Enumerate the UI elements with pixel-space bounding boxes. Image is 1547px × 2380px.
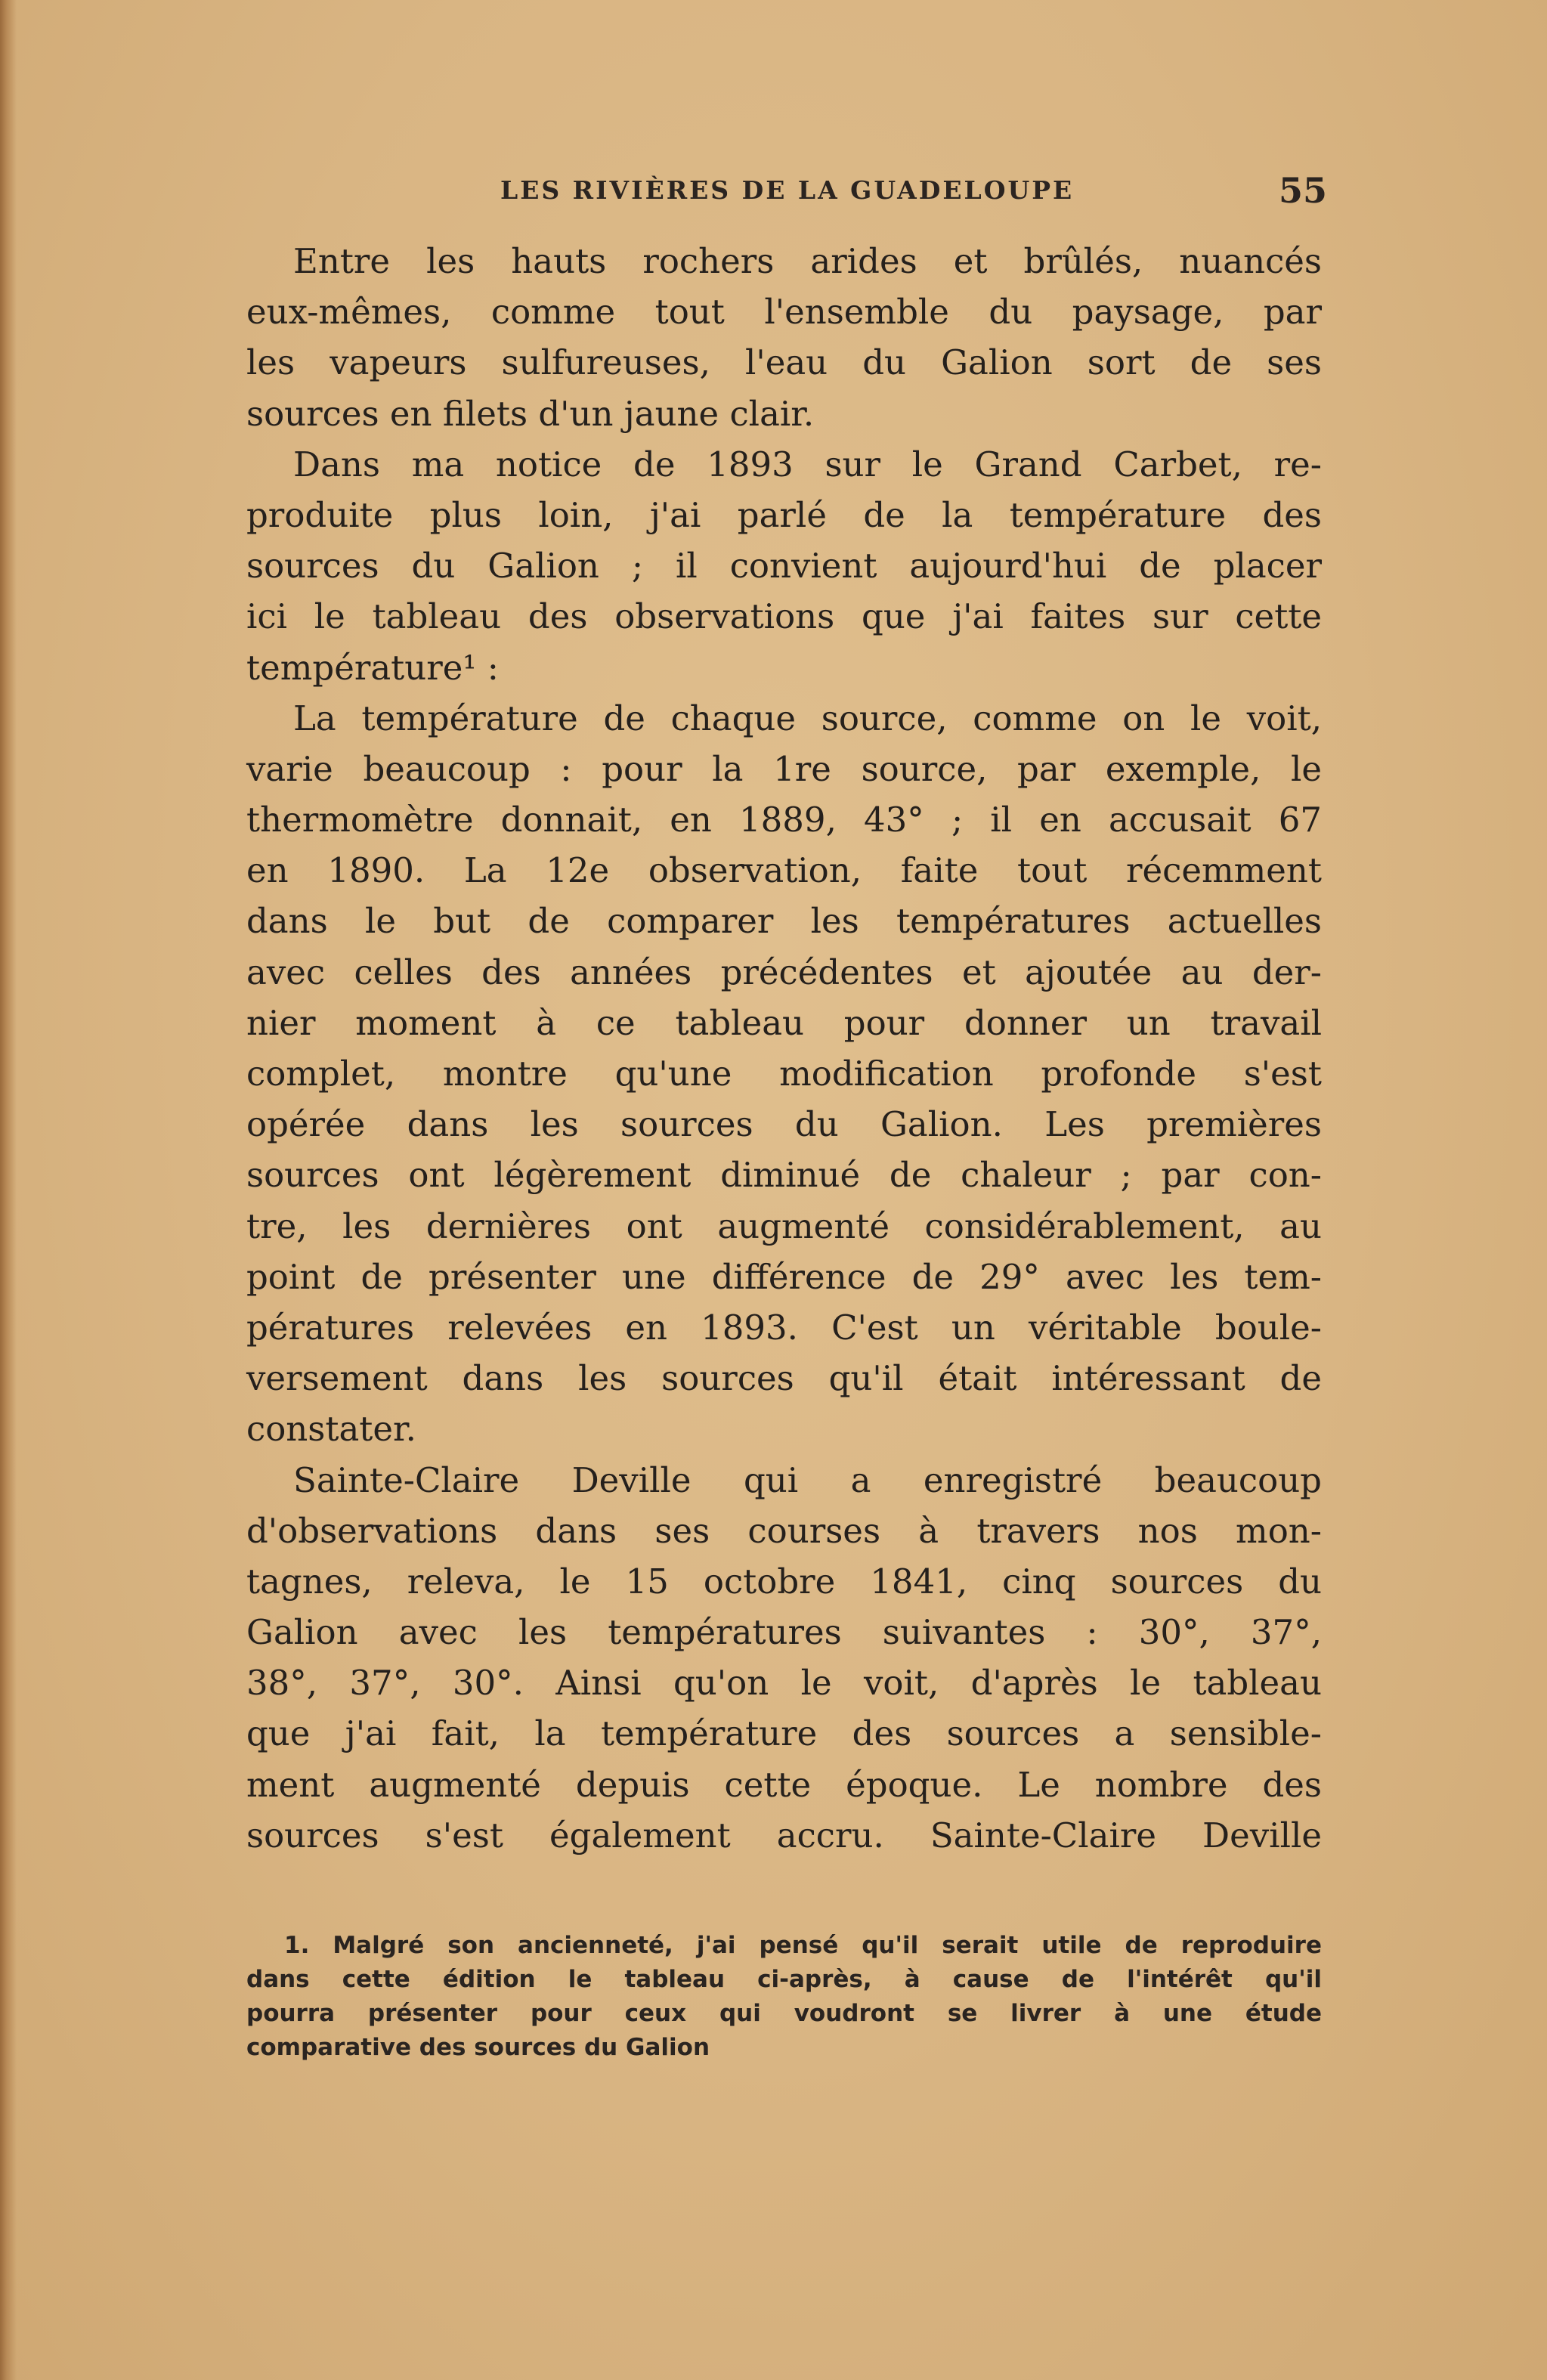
footnote-line: pourra présenter pour ceux qui voudront se livrer à une étude bbox=[246, 2000, 1322, 2027]
text-line: La température de chaque source, comme on le voit, bbox=[293, 698, 1322, 738]
text-line: opérée dans les sources du Galion. Les premières bbox=[246, 1104, 1322, 1145]
running-title: LES RIVIÈRES DE LA GUADELOUPE bbox=[500, 175, 1075, 205]
text-line: eux-mêmes, comme tout l'ensemble du paysage, par bbox=[246, 292, 1322, 333]
text-line: les vapeurs sulfureuses, l'eau du Galion sort de ses bbox=[246, 342, 1322, 383]
page-binding-edge bbox=[0, 0, 17, 2380]
text-line: Dans ma notice de 1893 sur le Grand Carbet, re- bbox=[293, 444, 1322, 484]
text-line: complet, montre qu'une modification profonde s'est bbox=[246, 1054, 1322, 1094]
text-line: sources en filets d'un jaune clair. bbox=[246, 393, 815, 434]
text-line: ment augmenté depuis cette époque. Le nombre des bbox=[246, 1764, 1322, 1805]
footnote-line: 1. Malgré son ancienneté, j'ai pensé qu'il serait utile de reproduire bbox=[284, 1932, 1322, 1959]
text-line: thermomètre donnait, en 1889, 43° ; il en accusait 67 bbox=[246, 800, 1322, 840]
page-number: 55 bbox=[1278, 170, 1327, 211]
text-line: tre, les dernières ont augmenté considérablement, au bbox=[246, 1205, 1322, 1246]
text-line: pératures relevées en 1893. C'est un véritable boule- bbox=[246, 1307, 1322, 1348]
running-header bbox=[246, 168, 1327, 213]
text-line: nier moment à ce tableau pour donner un travail bbox=[246, 1002, 1322, 1043]
text-line: d'observations dans ses courses à travers nos mon- bbox=[246, 1510, 1322, 1551]
text-line: versement dans les sources qu'il était intéressant de bbox=[246, 1358, 1322, 1399]
text-line: avec celles des années précédentes et ajoutée au der- bbox=[246, 952, 1322, 992]
text-line: Galion avec les températures suivantes : 30°, 37°, bbox=[246, 1612, 1322, 1653]
text-line: température¹ : bbox=[246, 647, 499, 688]
text-line: constater. bbox=[246, 1409, 416, 1450]
footnote bbox=[246, 1929, 1322, 2065]
text-line: en 1890. La 12e observation, faite tout récemment bbox=[246, 850, 1322, 891]
text-line: tagnes, releva, le 15 octobre 1841, cinq sources du bbox=[246, 1561, 1322, 1602]
body-text bbox=[246, 236, 1322, 1861]
text-line: que j'ai fait, la température des sources a sensible- bbox=[246, 1713, 1322, 1754]
text-line: Sainte-Claire Deville qui a enregistré beaucoup bbox=[293, 1459, 1322, 1500]
text-line: sources ont légèrement diminué de chaleur ; par con- bbox=[246, 1155, 1322, 1196]
text-line: produite plus loin, j'ai parlé de la température des bbox=[246, 494, 1322, 535]
text-line: point de présenter une différence de 29° avec les tem- bbox=[246, 1256, 1322, 1297]
text-line: varie beaucoup : pour la 1re source, par exemple, le bbox=[246, 748, 1322, 789]
text-line: Entre les hauts rochers arides et brûlés, nuancés bbox=[293, 241, 1322, 281]
footnote-line: comparative des sources du Galion bbox=[246, 2034, 710, 2061]
text-line: ici le tableau des observations que j'ai faites sur cette bbox=[246, 596, 1322, 637]
text-line: 38°, 37°, 30°. Ainsi qu'on le voit, d'après le tableau bbox=[246, 1663, 1322, 1704]
text-line: sources s'est également accru. Sainte-Claire Deville bbox=[246, 1815, 1322, 1855]
footnote-line: dans cette édition le tableau ci-après, à cause de l'intérêt qu'il bbox=[246, 1966, 1322, 1993]
text-line: sources du Galion ; il convient aujourd'hui de placer bbox=[246, 546, 1322, 586]
text-line: dans le but de comparer les températures actuelles bbox=[246, 901, 1322, 942]
